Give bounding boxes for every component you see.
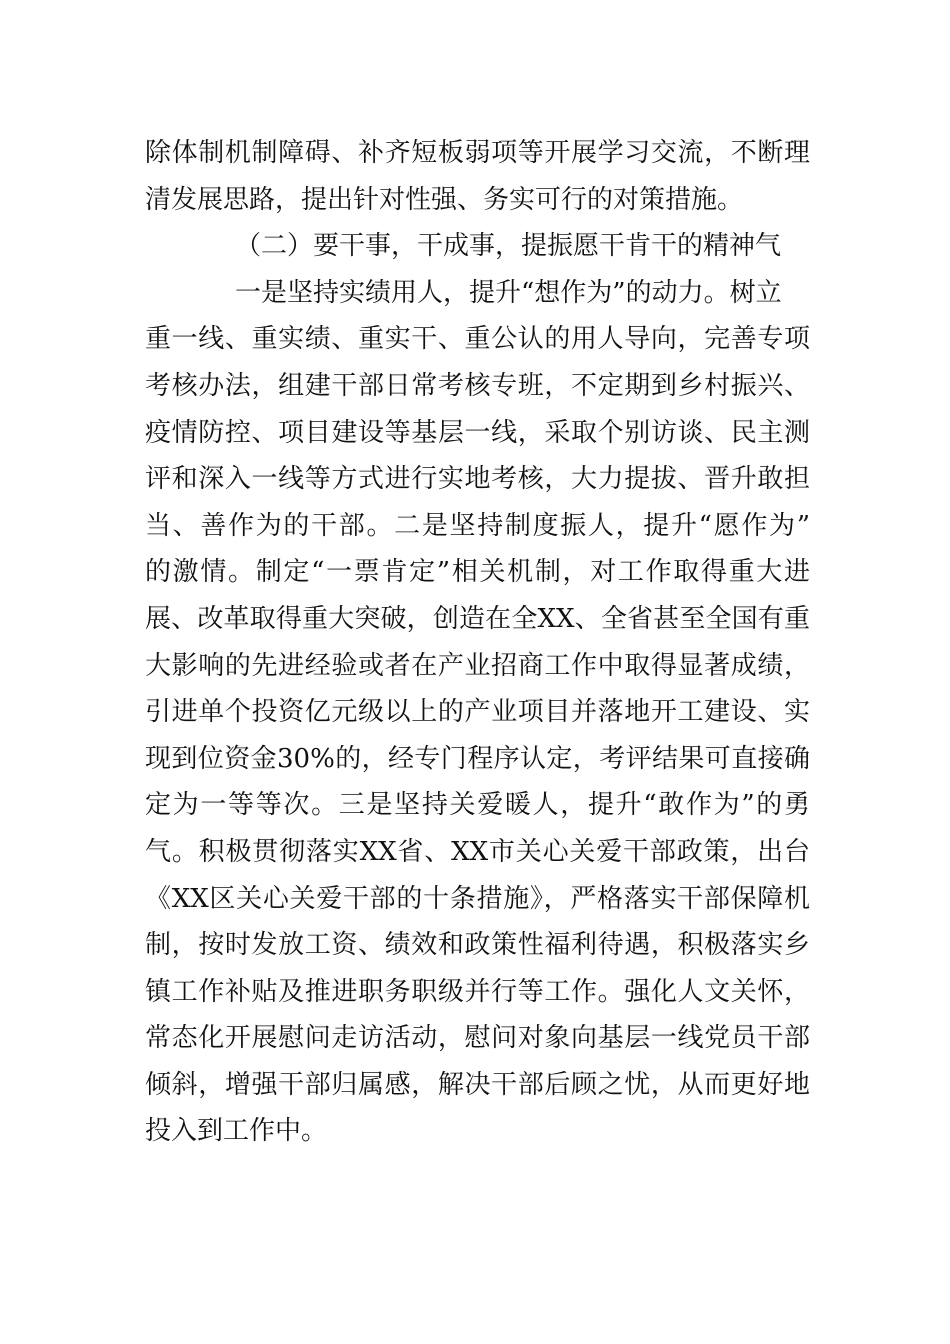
text-line: 一是坚持实绩用人，提升“想作为”的动力。树立 — [235, 277, 782, 308]
text-line: 《XX区关心关爱干部的十条措施》，严格落实干部保障机 — [145, 883, 810, 914]
text-line: 大影响的先进经验或者在产业招商工作中取得显著成绩， — [145, 650, 810, 681]
text-line: 除体制机制障碍、补齐短板弱项等开展学习交流，不断理 — [145, 138, 810, 168]
text-line: 的激情。制定“一票肯定”相关机制，对工作取得重大进 — [145, 557, 810, 588]
text-line: 倾斜，增强干部归属感，解决干部后顾之忧，从而更好地 — [145, 1069, 810, 1100]
text-line: 引进单个投资亿元级以上的产业项目并落地开工建设、实 — [145, 697, 810, 728]
text-line: 气。积极贯彻落实XX省、XX市关心关爱干部政策，出台 — [145, 836, 810, 867]
text-line: 镇工作补贴及推进职务职级并行等工作。强化人文关怀， — [145, 976, 810, 1007]
text-line: 考核办法，组建干部日常考核专班，不定期到乡村振兴、 — [145, 370, 810, 401]
section-heading: （二）要干事，干成事，提振愿干肯干的精神气 — [235, 231, 782, 262]
text-line: 疫情防控、项目建设等基层一线，采取个别访谈、民主测 — [145, 417, 810, 448]
body-text — [145, 130, 810, 1155]
text-line: 定为一等等次。三是坚持关爱暖人，提升“敢作为”的勇 — [145, 790, 810, 821]
text-line: 清发展思路，提出针对性强、务实可行的对策措施。 — [145, 184, 744, 215]
text-line: 常态化开展慰问走访活动，慰问对象向基层一线党员干部 — [145, 1023, 810, 1054]
text-line: 重一线、重实绩、重实干、重公认的用人导向，完善专项 — [145, 324, 810, 355]
text-line: 现到位资金30%的，经专门程序认定，考评结果可直接确 — [145, 743, 810, 774]
text-line: 制，按时发放工资、绩效和政策性福利待遇，积极落实乡 — [145, 930, 810, 961]
text-line: 投入到工作中。 — [145, 1116, 328, 1147]
text-line: 评和深入一线等方式进行实地考核，大力提拔、晋升敢担 — [145, 464, 810, 495]
text-line: 展、改革取得重大突破，创造在全XX、全省甚至全国有重 — [145, 603, 810, 634]
text-line: 当、善作为的干部。二是坚持制度振人，提升“愿作为” — [145, 510, 810, 541]
